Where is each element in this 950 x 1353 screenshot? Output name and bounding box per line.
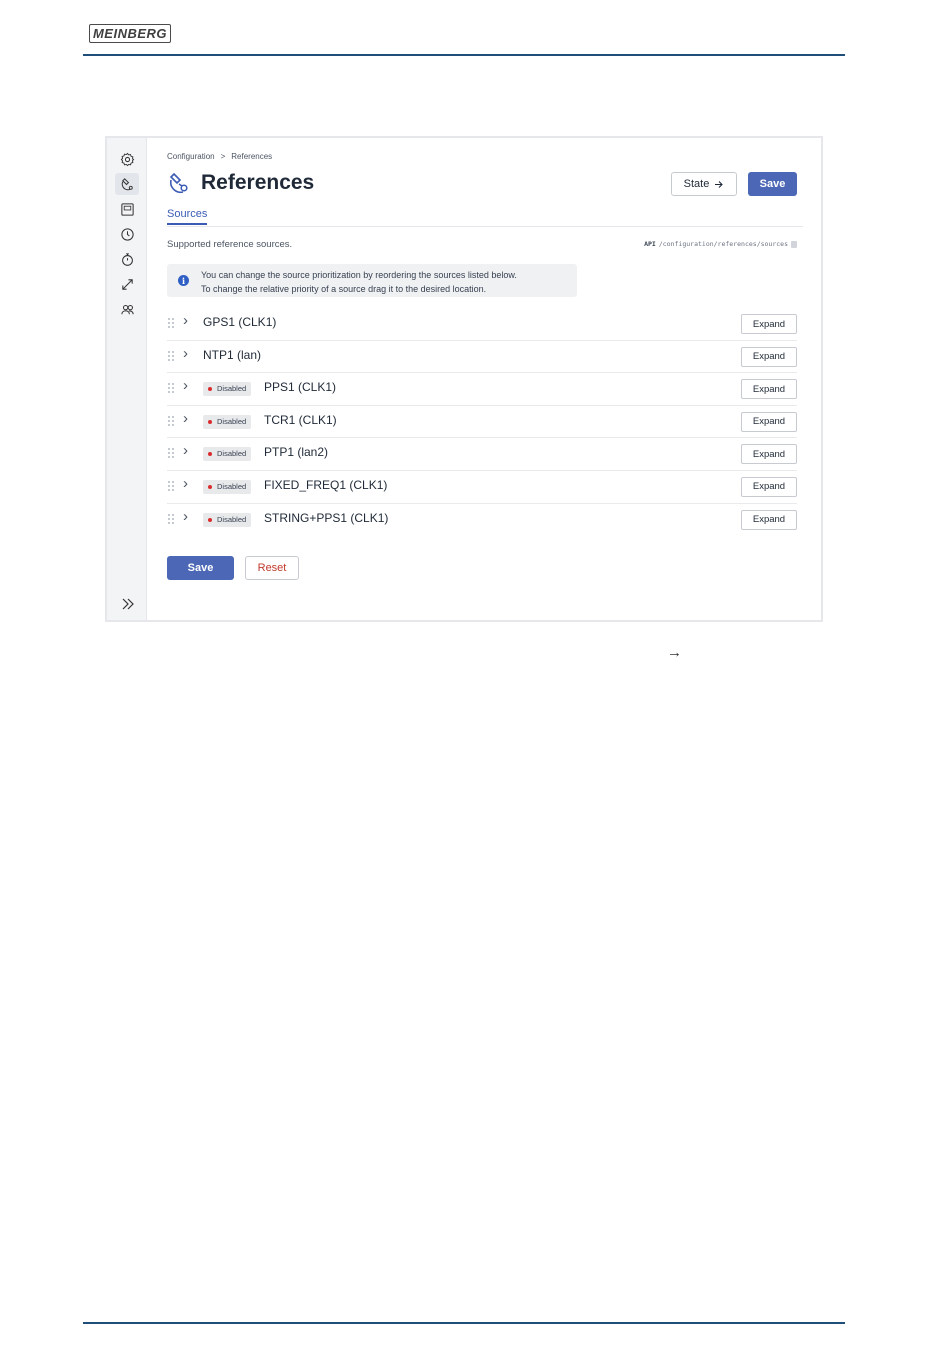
save-button[interactable]: Save (167, 556, 234, 580)
tab-sources[interactable]: Sources (167, 208, 207, 225)
drag-handle-icon[interactable] (167, 447, 175, 459)
expand-button[interactable]: Expand (741, 510, 797, 530)
info-line-2: To change the relative priority of a source drag it to the desired location. (201, 284, 487, 294)
state-button-label: State (683, 178, 710, 190)
expand-button[interactable]: Expand (741, 412, 797, 432)
source-name: NTP1 (lan) (203, 347, 262, 362)
reset-button[interactable]: Reset (245, 556, 299, 580)
info-icon: i (178, 275, 189, 286)
expand-button[interactable]: Expand (741, 477, 797, 497)
info-line-1: You can change the source prioritization by reordering the sources listed below. (201, 270, 517, 280)
expand-button[interactable]: Expand (741, 444, 797, 464)
source-row[interactable] (167, 406, 797, 439)
source-row[interactable] (167, 471, 797, 504)
arrow-right-icon: → (667, 644, 682, 661)
chevron-right-icon[interactable]: › (183, 474, 188, 492)
breadcrumb (167, 152, 272, 161)
api-path (644, 240, 797, 248)
status-badge: Disabled (203, 447, 251, 461)
breadcrumb-configuration[interactable]: Configuration (167, 152, 215, 161)
arrow-right-icon (714, 180, 724, 189)
breadcrumb-references[interactable]: References (231, 152, 273, 161)
copy-icon[interactable] (791, 241, 797, 248)
references-icon[interactable] (115, 173, 139, 195)
drag-handle-icon[interactable] (167, 350, 175, 362)
source-name: STRING+PPS1 (CLK1) (264, 510, 389, 525)
save-button-top[interactable]: Save (748, 172, 797, 196)
expand-button[interactable]: Expand (741, 347, 797, 367)
chevron-right-icon[interactable]: › (183, 442, 188, 460)
footer-rule (83, 1322, 845, 1324)
chevron-right-icon[interactable]: › (183, 409, 188, 427)
resize-arrows-icon[interactable] (115, 273, 139, 295)
source-row[interactable] (167, 373, 797, 406)
chevron-right-icon[interactable]: › (183, 507, 188, 525)
references-title-icon (167, 172, 191, 196)
source-row[interactable] (167, 308, 797, 341)
status-badge: Disabled (203, 382, 251, 396)
info-text (201, 268, 517, 296)
status-badge: Disabled (203, 513, 251, 527)
breadcrumb-separator: > (220, 152, 226, 161)
source-list (167, 308, 797, 536)
chevron-right-icon[interactable]: › (183, 312, 188, 329)
clock-icon[interactable] (115, 223, 139, 245)
chevron-right-icon[interactable]: › (183, 344, 188, 362)
source-row[interactable] (167, 504, 797, 537)
drag-handle-icon[interactable] (167, 480, 175, 492)
source-name: PPS1 (CLK1) (264, 380, 337, 395)
main-content (167, 138, 803, 620)
drag-handle-icon[interactable] (167, 513, 175, 525)
state-button[interactable] (671, 172, 737, 196)
source-row[interactable] (167, 341, 797, 374)
tab-bar (167, 208, 803, 227)
drag-handle-icon[interactable] (167, 382, 175, 394)
api-path-text: /configuration/references/sources (658, 240, 788, 248)
stopwatch-icon[interactable] (115, 248, 139, 270)
drag-handle-icon[interactable] (167, 415, 175, 427)
source-row[interactable] (167, 438, 797, 471)
expand-sidebar-icon[interactable] (117, 595, 139, 613)
status-badge: Disabled (203, 480, 251, 494)
settings-icon[interactable] (115, 148, 139, 170)
section-description: Supported reference sources. (167, 239, 293, 250)
page-title: References (201, 171, 315, 194)
expand-button[interactable]: Expand (741, 379, 797, 399)
source-name: TCR1 (CLK1) (264, 412, 337, 427)
users-icon[interactable] (115, 298, 139, 320)
header-rule (83, 54, 845, 56)
source-name: FIXED_FREQ1 (CLK1) (264, 477, 388, 492)
source-name: GPS1 (CLK1) (203, 315, 277, 329)
api-label: API (644, 240, 656, 248)
chevron-right-icon[interactable]: › (183, 377, 188, 395)
meinberg-logo: MEINBERG (89, 24, 171, 43)
status-badge: Disabled (203, 415, 251, 429)
source-name: PTP1 (lan2) (264, 445, 329, 460)
info-banner (167, 264, 577, 297)
expand-button[interactable]: Expand (741, 314, 797, 334)
sidebar (107, 138, 147, 620)
drag-handle-icon[interactable] (167, 317, 175, 329)
title-row (167, 170, 803, 200)
screenshot-frame (105, 136, 823, 622)
network-card-icon[interactable] (115, 198, 139, 220)
